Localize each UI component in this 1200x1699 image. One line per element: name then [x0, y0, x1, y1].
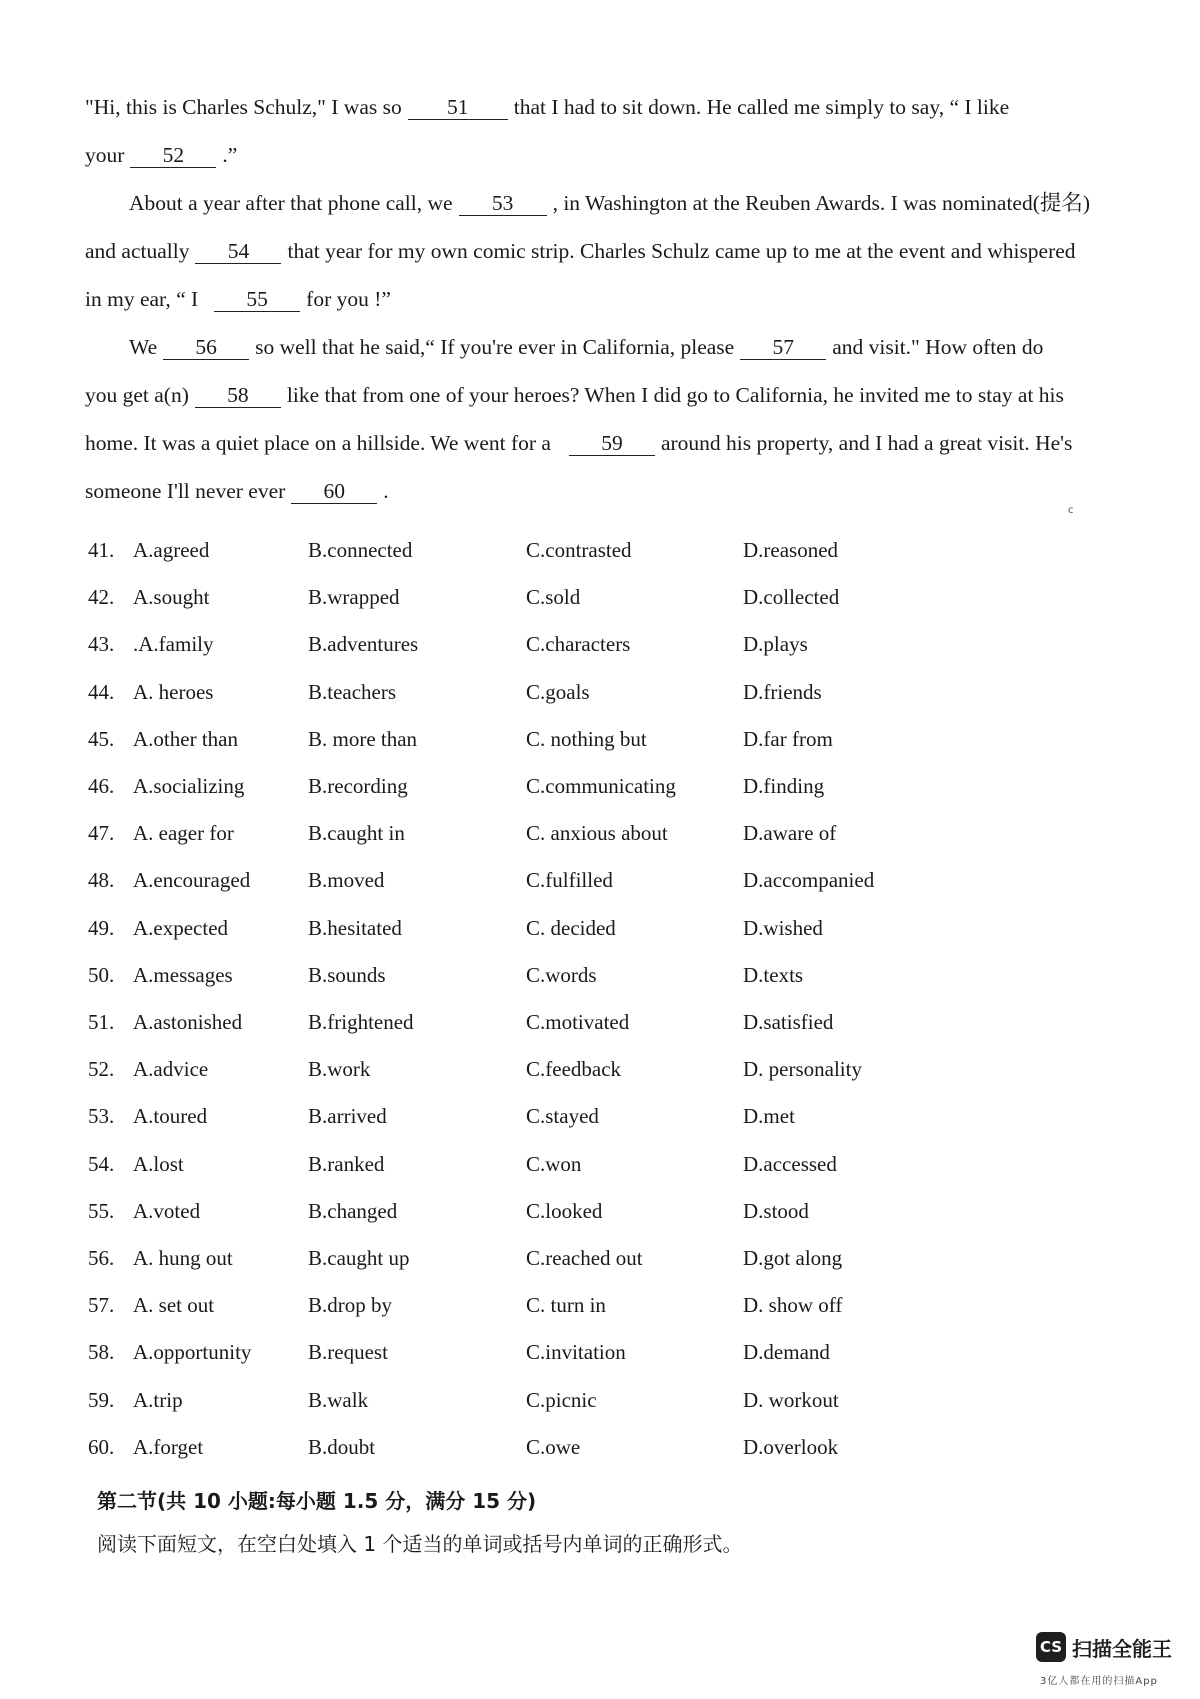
question-number: 59.: [88, 1387, 115, 1412]
option-a: A. hung out: [133, 1246, 233, 1270]
passage-text: that I had to sit down. He called me simply to say, “ I like: [513, 95, 1010, 119]
scanner-watermark: [1036, 1632, 1186, 1692]
blank-59: 59: [569, 431, 655, 456]
question-number: 45.: [88, 726, 115, 751]
passage-text: .: [383, 479, 389, 503]
option-c: C.characters: [526, 632, 631, 657]
passage-text: and actually: [85, 239, 190, 263]
option-a: A.astonished: [133, 1010, 243, 1034]
passage-text: you get a(n): [85, 383, 189, 407]
question-number: 52.: [88, 1057, 115, 1082]
option-a: A. eager for: [133, 821, 234, 846]
option-d: D.got along: [743, 1246, 843, 1270]
option-a: A.socializing: [133, 774, 245, 798]
option-a: A.agreed: [133, 538, 210, 562]
stray-scan-mark: c: [1068, 505, 1074, 516]
question-number: 46.: [88, 774, 115, 798]
passage-text: that year for my own comic strip. Charles Schulz came up to me at the event and whispered: [287, 239, 1076, 263]
question-number: 56.: [88, 1246, 115, 1270]
option-b: B.request: [308, 1340, 388, 1365]
section-title: 第二节(共 10 小题:每小题 1.5 分，满分 15 分): [97, 1489, 537, 1513]
question-number: 51.: [88, 1010, 115, 1034]
option-b: B.ranked: [308, 1151, 385, 1176]
passage-text: like that from one of your heroes? When I did go to California, he invited me to stay at his: [286, 383, 1064, 407]
option-a: A.advice: [133, 1057, 209, 1082]
option-c: C. nothing but: [526, 726, 647, 751]
question-number: 54.: [88, 1151, 115, 1176]
passage-text: for you !”: [306, 287, 391, 311]
option-b: B.caught in: [308, 821, 405, 846]
question-number: 50.: [88, 962, 115, 987]
passage-text: .”: [222, 143, 238, 167]
option-d: D.friends: [743, 679, 822, 704]
option-b: B.work: [308, 1057, 371, 1082]
passage-text: home. It was a quiet place on a hillside. We went for a: [85, 431, 551, 455]
option-b: B.doubt: [308, 1434, 376, 1459]
passage-text: your: [85, 143, 125, 167]
option-d: D.texts: [743, 962, 804, 987]
option-a: A.toured: [133, 1104, 208, 1129]
blank-56: 56: [163, 335, 249, 360]
blank-57: 57: [740, 335, 826, 360]
passage-line-6: [129, 332, 1043, 362]
passage-line-9: [85, 476, 389, 506]
option-b: B.adventures: [308, 632, 419, 657]
option-b: B.hesitated: [308, 915, 402, 940]
blank-54: 54: [195, 239, 281, 264]
option-d: D.satisfied: [743, 1010, 834, 1034]
option-c: C.goals: [526, 679, 590, 704]
option-d: D.stood: [743, 1198, 809, 1223]
passage-line-5: [85, 284, 391, 314]
passage-text: , in Washington at the Reuben Awards. I was nominated(提名): [552, 191, 1091, 215]
passage-line-8: [85, 428, 1072, 458]
option-d: D.accessed: [743, 1151, 837, 1176]
option-b: B.connected: [308, 538, 413, 562]
question-number: 57.: [88, 1293, 115, 1318]
option-c: C.stayed: [526, 1104, 599, 1129]
passage-text: in my ear, “ I: [85, 287, 199, 311]
option-d: D.far from: [743, 726, 833, 751]
passage-line-4: [85, 236, 1076, 266]
passage-text: and visit." How often do: [832, 335, 1044, 359]
passage-line-2: [85, 140, 237, 170]
option-d: D.reasoned: [743, 538, 839, 562]
option-a: A.messages: [133, 962, 233, 987]
question-number: 47.: [88, 821, 115, 846]
blank-60: 60: [291, 479, 377, 504]
option-b: B.frightened: [308, 1010, 414, 1034]
option-c: C.contrasted: [526, 538, 632, 562]
option-c: C.sold: [526, 585, 581, 610]
option-d: D.collected: [743, 585, 840, 610]
option-c: C.fulfilled: [526, 868, 613, 893]
option-a: .A.family: [133, 632, 214, 657]
option-c: C. turn in: [526, 1293, 606, 1318]
blank-58: 58: [195, 383, 281, 408]
question-number: 42.: [88, 585, 115, 610]
option-d: D.demand: [743, 1340, 830, 1365]
passage-text: We: [129, 335, 158, 359]
option-d: D.met: [743, 1104, 795, 1129]
passage-text: so well that he said,“ If you're ever in California, please: [255, 335, 735, 359]
option-c: C.owe: [526, 1434, 581, 1459]
question-number: 53.: [88, 1104, 115, 1129]
option-a: A.sought: [133, 585, 210, 610]
option-b: B.wrapped: [308, 585, 400, 610]
blank-55: 55: [214, 287, 300, 312]
blank-52: 52: [130, 143, 216, 168]
option-d: D.overlook: [743, 1434, 839, 1459]
option-b: B. more than: [308, 726, 418, 751]
option-c: C. anxious about: [526, 821, 668, 846]
option-a: A. heroes: [133, 679, 214, 704]
question-number: 58.: [88, 1340, 115, 1365]
option-c: C.won: [526, 1151, 582, 1176]
option-d: D.finding: [743, 774, 825, 798]
option-c: C.looked: [526, 1198, 603, 1223]
option-d: D.wished: [743, 915, 823, 940]
passage-text: About a year after that phone call, we: [129, 191, 453, 215]
option-b: B.teachers: [308, 679, 397, 704]
option-b: B.sounds: [308, 962, 386, 987]
question-number: 48.: [88, 868, 115, 893]
option-a: A.expected: [133, 915, 229, 940]
option-d: D. workout: [743, 1387, 839, 1412]
watermark-name: 扫描全能王: [1072, 1637, 1172, 1661]
option-a: A.other than: [133, 726, 238, 751]
question-number: 49.: [88, 915, 115, 940]
option-a: A.trip: [133, 1387, 183, 1412]
blank-53: 53: [459, 191, 547, 216]
option-a: A.encouraged: [133, 868, 251, 893]
option-c: C. decided: [526, 915, 616, 940]
option-a: A.opportunity: [133, 1340, 252, 1365]
blank-51: 51: [408, 95, 508, 120]
section-instruction: 阅读下面短文，在空白处填入 1 个适当的单词或括号内单词的正确形式。: [97, 1532, 743, 1556]
option-d: D. personality: [743, 1057, 862, 1082]
question-number: 55.: [88, 1198, 115, 1223]
option-b: B.drop by: [308, 1293, 392, 1318]
option-d: D. show off: [743, 1293, 843, 1318]
option-b: B.moved: [308, 868, 385, 893]
option-d: D.accompanied: [743, 868, 875, 893]
option-a: A.lost: [133, 1151, 184, 1176]
option-a: A.voted: [133, 1198, 201, 1223]
passage-line-3: [129, 188, 1090, 218]
option-a: A. set out: [133, 1293, 215, 1318]
option-c: C.feedback: [526, 1057, 622, 1082]
question-number: 43.: [88, 632, 115, 657]
option-c: C.picnic: [526, 1387, 597, 1412]
option-d: D.aware of: [743, 821, 837, 846]
passage-text: someone I'll never ever: [85, 479, 286, 503]
option-c: C.invitation: [526, 1340, 626, 1365]
option-c: C.motivated: [526, 1010, 630, 1034]
option-b: B.walk: [308, 1387, 369, 1412]
question-number: 41.: [88, 538, 115, 562]
passage-text: around his property, and I had a great visit. He's: [660, 431, 1073, 455]
option-c: C.communicating: [526, 774, 676, 798]
option-c: C.reached out: [526, 1246, 643, 1270]
option-d: D.plays: [743, 632, 808, 657]
passage-line-1: [85, 92, 1009, 122]
option-b: B.caught up: [308, 1246, 410, 1270]
option-b: B.changed: [308, 1198, 398, 1223]
option-b: B.recording: [308, 774, 408, 798]
question-number: 60.: [88, 1434, 115, 1459]
question-number: 44.: [88, 679, 115, 704]
watermark-tagline: 3亿人都在用的扫描App: [1040, 1676, 1158, 1687]
option-c: C.words: [526, 962, 597, 987]
passage-line-7: [85, 380, 1064, 410]
passage-text: "Hi, this is Charles Schulz," I was so: [85, 95, 402, 119]
cs-logo-icon: CS: [1036, 1632, 1066, 1662]
option-b: B.arrived: [308, 1104, 387, 1129]
option-a: A.forget: [133, 1434, 204, 1459]
